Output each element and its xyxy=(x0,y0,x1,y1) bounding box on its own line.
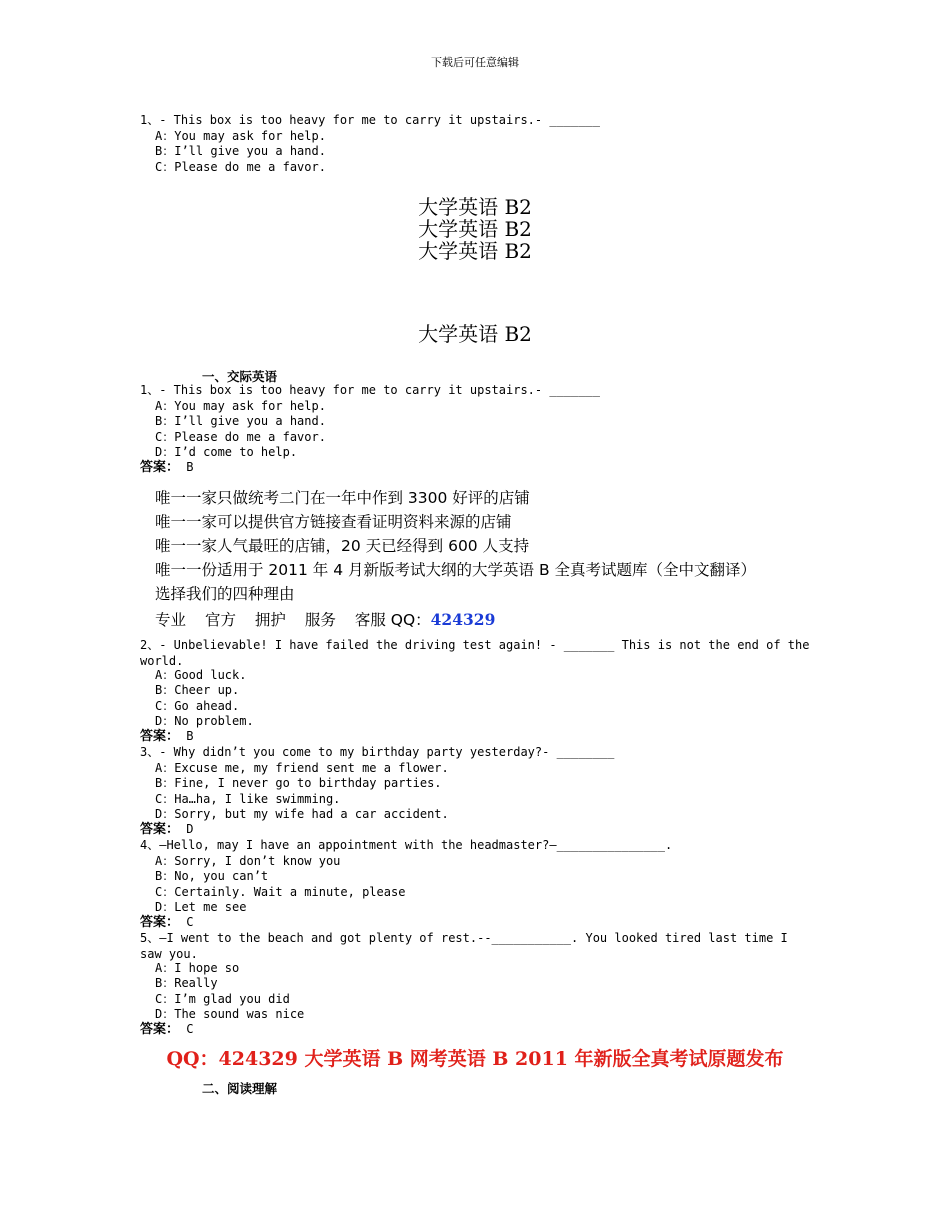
q3-option-d: D：Sorry, but my wife had a car accident. xyxy=(155,807,449,821)
q2-option-a: A：Good luck. xyxy=(155,668,247,682)
answer-value: D xyxy=(186,822,194,836)
answer-label: 答案： xyxy=(140,915,180,930)
reason-official: 官方 xyxy=(204,611,236,629)
promo-red-banner: QQ：424329 大学英语 B 网考英语 B 2011 年新版全真考试原题发布 xyxy=(166,1048,784,1070)
repeated-title-1: 大学英语 B2 xyxy=(418,195,532,219)
reason-support: 拥护 xyxy=(254,611,286,629)
reason-service: 服务 xyxy=(304,611,336,629)
intro-option-a: A：You may ask for help. xyxy=(155,129,326,143)
section-heading-reading: 二、阅读理解 xyxy=(202,1081,278,1096)
promo-line-5: 选择我们的四种理由 xyxy=(155,585,295,603)
section-heading-communication: 一、交际英语 xyxy=(202,369,278,384)
main-title: 大学英语 B2 xyxy=(418,322,532,346)
answer-label: 答案： xyxy=(140,460,180,475)
q2-option-b: B：Cheer up. xyxy=(155,683,240,697)
q1-option-a: A：You may ask for help. xyxy=(155,399,326,413)
answer-value: B xyxy=(186,729,194,743)
answer-value: C xyxy=(186,915,194,929)
q3-option-a: A：Excuse me, my friend sent me a flower. xyxy=(155,761,449,775)
q5-answer xyxy=(140,1022,193,1038)
promo-line-4: 唯一一份适用于 2011 年 4 月新版考试大纲的大学英语 B 全真考试题库（全中文翻译） xyxy=(155,561,757,579)
q2-option-d: D：No problem. xyxy=(155,714,254,728)
promo-line-2: 唯一一家可以提供官方链接查看证明资料来源的店铺 xyxy=(155,513,512,531)
q1-option-d: D：I’d come to help. xyxy=(155,445,298,459)
promo-line-1: 唯一一家只做统考二门在一年中作到 3300 好评的店铺 xyxy=(155,489,530,507)
q4-option-d: D：Let me see xyxy=(155,900,247,914)
q1-text: 1、- This box is too heavy for me to carry it upstairs.- _______ xyxy=(140,383,600,397)
repeated-title-3: 大学英语 B2 xyxy=(418,239,532,263)
qq-number: 424329 xyxy=(430,610,496,629)
promo-line-3: 唯一一家人气最旺的店铺，20 天已经得到 600 人支持 xyxy=(155,537,530,555)
q4-answer xyxy=(140,915,193,931)
q3-option-c: C：Ha…ha, I like swimming. xyxy=(155,792,341,806)
q5-option-b: B：Really xyxy=(155,976,218,990)
q1-answer xyxy=(140,460,193,476)
q2-option-c: C：Go ahead. xyxy=(155,699,240,713)
q3-text: 3、- Why didn’t you come to my birthday party yesterday?- ________ xyxy=(140,745,615,759)
answer-label: 答案： xyxy=(140,729,180,744)
q4-option-a: A：Sorry, I don’t know you xyxy=(155,854,341,868)
page-header: 下载后可任意编辑 xyxy=(431,56,519,69)
reason-professional: 专业 xyxy=(155,611,187,629)
q5-option-d: D：The sound was nice xyxy=(155,1007,305,1021)
answer-value: B xyxy=(186,460,194,474)
answer-value: C xyxy=(186,1022,194,1036)
q4-option-b: B：No, you can’t xyxy=(155,869,269,883)
q4-text: 4、—Hello, may I have an appointment with the headmaster?—_______________. xyxy=(140,838,673,852)
q4-option-c: C：Certainly. Wait a minute, please xyxy=(155,885,406,899)
repeated-title-2: 大学英语 B2 xyxy=(418,217,532,241)
q1-option-b: B：I’ll give you a hand. xyxy=(155,414,326,428)
q2-text: 2、- Unbelievable! I have failed the driving test again! - _______ This is not the end of the world. xyxy=(140,638,810,668)
q2-answer xyxy=(140,729,193,745)
intro-question-text: 1、- This box is too heavy for me to carry it upstairs.- _______ xyxy=(140,113,600,127)
answer-label: 答案： xyxy=(140,1022,180,1037)
q5-option-a: A：I hope so xyxy=(155,961,240,975)
q3-answer xyxy=(140,822,193,838)
intro-option-b: B：I’ll give you a hand. xyxy=(155,144,326,158)
q3-option-b: B：Fine, I never go to birthday parties. xyxy=(155,776,442,790)
q5-text: 5、—I went to the beach and got plenty of rest.--___________. You looked tired last time I saw you. xyxy=(140,931,788,961)
answer-label: 答案： xyxy=(140,822,180,837)
promo-reasons xyxy=(155,608,509,630)
qq-label: 客服 QQ： xyxy=(354,611,431,629)
intro-option-c: C：Please do me a favor. xyxy=(155,160,326,174)
q1-option-c: C：Please do me a favor. xyxy=(155,430,326,444)
q5-option-c: C：I’m glad you did xyxy=(155,992,290,1006)
